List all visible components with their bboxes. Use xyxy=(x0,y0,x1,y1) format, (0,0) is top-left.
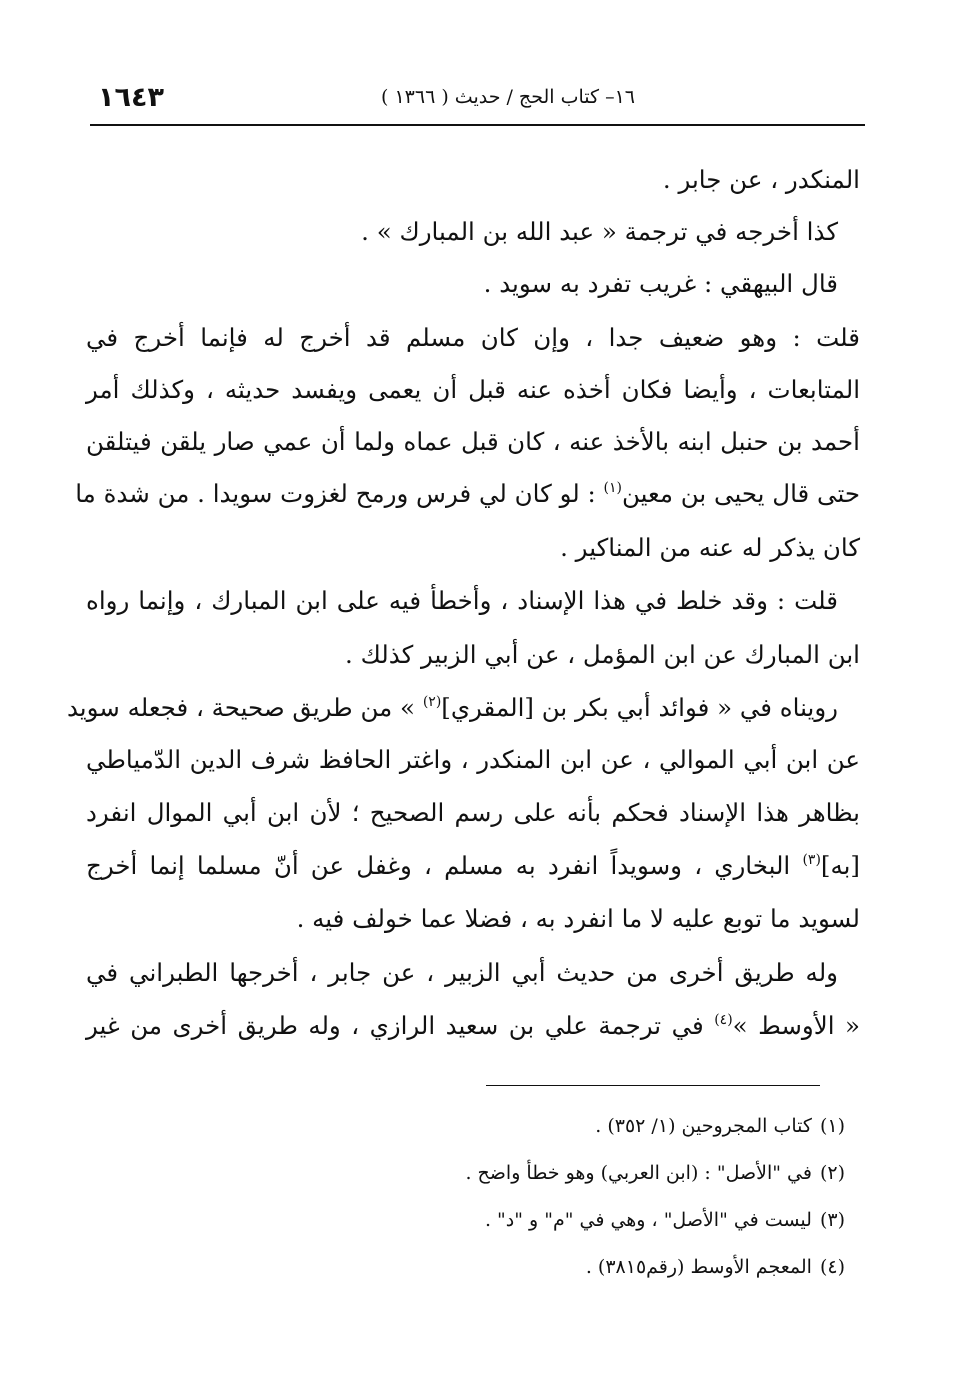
text-segment: رويناه في « فوائد أبي بكر بن [المقري] xyxy=(441,693,838,722)
text-line xyxy=(86,1010,860,1046)
text-segment: البخاري ، وسويداً انفرد به مسلم ، وغفل عن أنّ مسلما إنما أخرج xyxy=(86,851,791,880)
footnotes xyxy=(285,1110,845,1298)
footnote-reference: (٢) xyxy=(422,694,442,710)
text-line: المنكدر ، عن جابر . xyxy=(662,165,860,194)
footnote-item xyxy=(285,1251,845,1298)
text-line: لسويد ما توبع عليه لا ما انفرد به ، فضلا عما خولف فيه . xyxy=(296,904,860,933)
text-line: المتابعات ، وأيضا فكان أخذه عنه قبل أن يعمى ويفسد حديثه ، وكذلك أمر xyxy=(86,375,860,404)
text-line: قلت : وهو ضعيف جدا ، وإن كان مسلم قد أخرج له فإنما أخرج في xyxy=(86,323,860,352)
footnote-mark: (٢) xyxy=(819,1162,845,1184)
footnote-separator xyxy=(486,1085,820,1086)
footnote-text: في "الأصل" : (ابن العربي) وهو خطأ واضح . xyxy=(465,1162,812,1184)
text-segment: في ترجمة علي بن سعيد الرازي ، وله طريق أخرى من غير xyxy=(86,1011,704,1040)
text-line: ابن المبارك عن ابن المؤمل ، عن أبي الزبير كذلك . xyxy=(345,640,860,669)
footnote-text: المعجم الأوسط (رقم٣٨١٥) . xyxy=(585,1256,812,1278)
footnote-item xyxy=(285,1110,845,1157)
text-line: كذا أخرجه في ترجمة « عبد الله بن المبارك » . xyxy=(361,217,838,246)
text-line xyxy=(86,850,860,886)
footnote-text: كتاب المجروحين (١/ ٣٥٢) . xyxy=(595,1115,812,1137)
text-line: بظاهر هذا الإسناد فحكم بأنه على رسم الصحيح ؛ لأن ابن أبي الموال انفرد xyxy=(86,798,860,827)
running-head: ١٦– كتاب الحج / حديث ( ١٣٦٦ ) xyxy=(381,86,635,108)
text-line: قلت : وقد خلط في هذا الإسناد ، وأخطأ فيه على ابن المبارك ، وإنما رواه xyxy=(86,586,838,615)
text-line xyxy=(75,478,860,514)
page-header xyxy=(90,70,865,126)
text-line: أحمد بن حنبل ابنه بالأخذ عنه ، كان قبل عماه ولما أن عمي صار يلقن فيتلقن xyxy=(86,427,860,456)
footnote-item xyxy=(285,1204,845,1251)
header-rule xyxy=(90,124,865,126)
text-line: وله طريق أخرى من حديث أبي الزبير ، عن جابر ، أخرجها الطبراني في xyxy=(86,958,838,987)
text-line: كان يذكر له عنه من المناكير . xyxy=(560,533,860,562)
text-segment: : لو كان لي فرس ورمح لغزوت سويدا . من شدة ما xyxy=(75,479,596,508)
text-segment: حتى قال يحيى بن معين xyxy=(622,479,860,508)
footnote-text: ليست في "الأصل" ، وهي في "م" و "د" . xyxy=(484,1209,812,1231)
text-segment: [به] xyxy=(820,851,860,880)
text-line: قال البيهقي : غريب تفرد به سويد . xyxy=(483,269,838,298)
text-line xyxy=(66,692,838,728)
footnote-reference: (٣) xyxy=(802,852,821,868)
footnote-item xyxy=(285,1157,845,1204)
text-segment: » من طريق صحيحة ، فجعله سويد xyxy=(66,693,416,722)
footnote-mark: (١) xyxy=(819,1115,845,1137)
page-number: ١٦٤٣ xyxy=(98,82,164,113)
footnote-reference: (١) xyxy=(603,480,622,496)
text-line: عن ابن أبي الموالي ، عن ابن المنكدر ، واغتر الحافظ شرف الدين الدّمياطي xyxy=(86,745,860,774)
footnote-reference: (٤) xyxy=(714,1012,733,1028)
footnote-mark: (٤) xyxy=(819,1256,845,1278)
footnote-mark: (٣) xyxy=(819,1209,845,1231)
text-segment: « الأوسط » xyxy=(732,1011,860,1040)
